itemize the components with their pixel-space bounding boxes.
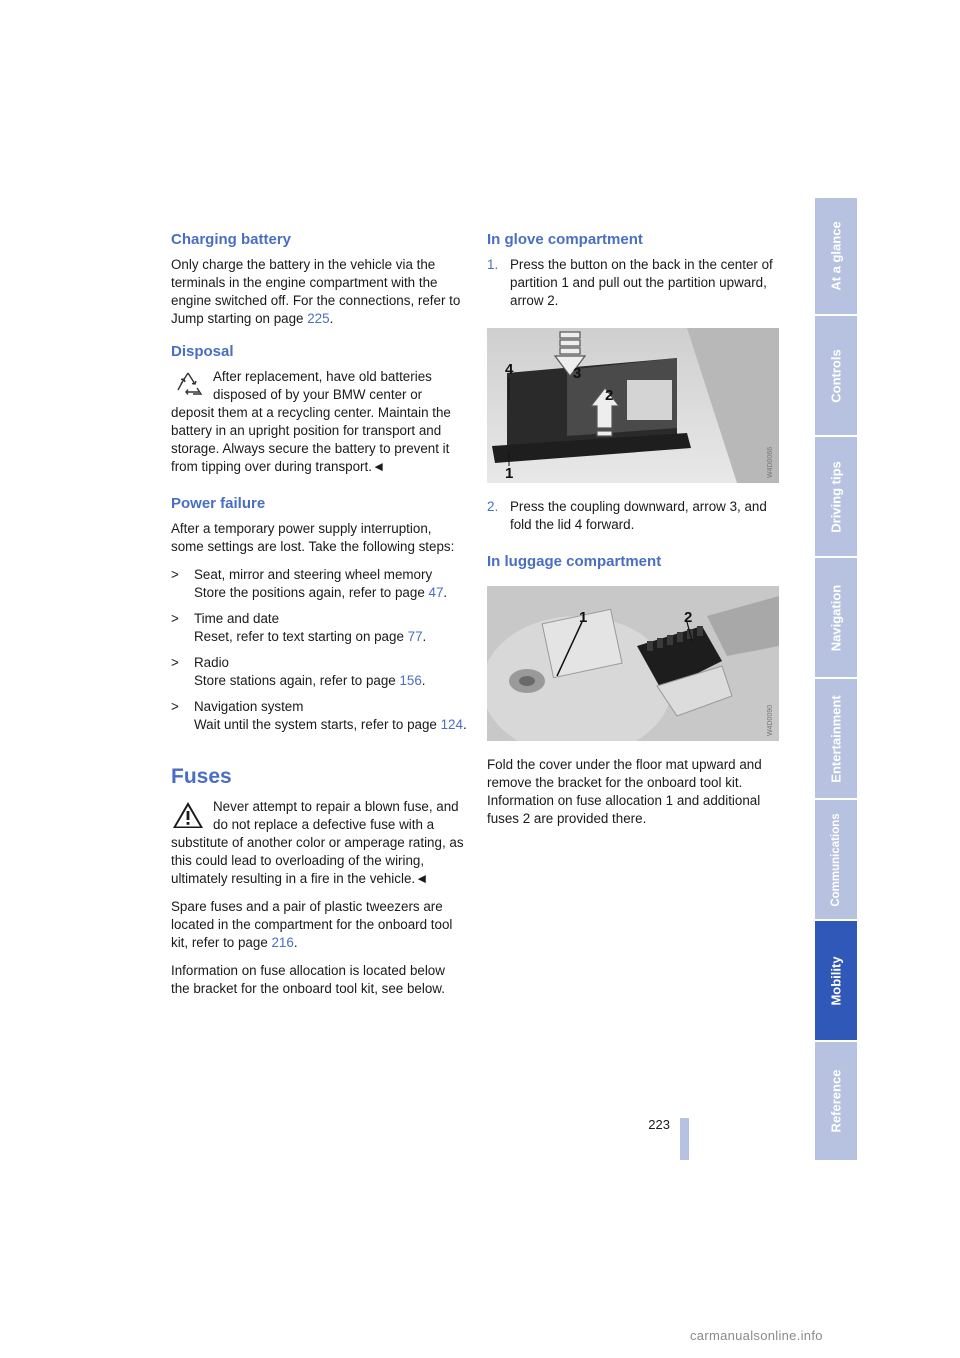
watermark: carmanualsonline.info: [690, 1328, 823, 1343]
glove-step-1: [487, 256, 783, 310]
photo-label-2: 2: [684, 609, 693, 626]
warning-triangle-icon: [171, 800, 205, 830]
page-link-216[interactable]: 216: [271, 935, 294, 950]
tab-at-a-glance[interactable]: At a glance: [815, 198, 857, 316]
luggage-compartment-photo: [487, 586, 779, 741]
fuses-warning-text: Never attempt to repair a blown fuse, and do not replace a defective fuse with a substitute of another color or amperage rating, as this could lead to overloading of the wiring, ultimately resulting in a fire in the vehicle.◄: [171, 799, 464, 886]
page-number-bar: [680, 1118, 689, 1160]
section-tabs: [815, 198, 857, 1160]
charging-battery-text: Only charge the battery in the vehicle via the terminals in the engine compartment with the engine switched off. For the connections, refer to Jump starting on page 225.: [171, 257, 461, 326]
page-link-47[interactable]: 47: [428, 585, 444, 600]
left-column: [171, 230, 467, 1008]
tab-communications[interactable]: Communications: [815, 800, 857, 921]
disposal-note: [171, 368, 467, 476]
charging-battery-heading: Charging battery: [171, 231, 292, 248]
page-link-124[interactable]: 124: [440, 717, 463, 732]
list-item: > Radio Store stations again, refer to page 156.: [171, 655, 426, 688]
fuses-heading: Fuses: [171, 765, 232, 788]
power-failure-steps: [171, 566, 467, 734]
photo-label-2: 2: [605, 387, 614, 404]
recycle-icon: [171, 370, 205, 400]
tab-driving-tips[interactable]: Driving tips: [815, 437, 857, 558]
page-number: 223: [648, 1117, 670, 1132]
page-link-156[interactable]: 156: [399, 673, 422, 688]
disposal-heading: Disposal: [171, 343, 234, 360]
list-item: 2. Press the coupling downward, arrow 3, and fold the lid 4 forward.: [487, 499, 767, 532]
disposal-text: After replacement, have old batteries disposed of by your BMW center or deposit them at a recycling center. Maintain the battery in an upright position for transport and storage. Always secure the battery to prevent it from tipping over during transport.◄: [171, 369, 451, 474]
tab-mobility[interactable]: Mobility: [815, 921, 857, 1042]
tab-navigation[interactable]: Navigation: [815, 558, 857, 679]
glove-step-2: [487, 498, 783, 534]
photo-label-3: 3: [573, 365, 582, 382]
right-column: [487, 230, 783, 838]
page-link-77[interactable]: 77: [407, 629, 423, 644]
luggage-compartment-heading: In luggage compartment: [487, 553, 662, 570]
tab-entertainment[interactable]: Entertainment: [815, 679, 857, 800]
list-item: > Navigation system Wait until the system starts, refer to page 124.: [171, 699, 467, 732]
photo-label-1: 1: [505, 465, 514, 482]
page-link-225[interactable]: 225: [307, 311, 330, 326]
photo-label-4: 4: [505, 361, 514, 378]
power-failure-heading: Power failure: [171, 495, 266, 512]
fuses-warning: [171, 798, 467, 888]
tab-controls[interactable]: Controls: [815, 316, 857, 437]
tab-reference[interactable]: Reference: [815, 1042, 857, 1162]
photo-code: W4D0090: [767, 704, 774, 736]
list-item: > Seat, mirror and steering wheel memory Store the positions again, refer to page 47.: [171, 567, 448, 600]
photo-code: W4D0066: [767, 446, 774, 478]
list-item: > Time and date Reset, refer to text starting on page 77.: [171, 611, 427, 644]
spare-fuses-text: Spare fuses and a pair of plastic tweezers are located in the compartment for the onboard tool kit, refer to page 216.: [171, 899, 453, 950]
photo-label-1: 1: [579, 609, 588, 626]
glove-compartment-photo: [487, 328, 779, 483]
luggage-text: Fold the cover under the floor mat upward and remove the bracket for the onboard tool kit. Information on fuse allocation 1 and additional fuses 2 are provided there.: [487, 757, 762, 826]
power-failure-intro: After a temporary power supply interruption, some settings are lost. Take the following steps:: [171, 521, 455, 554]
fuse-allocation-text: Information on fuse allocation is located below the bracket for the onboard tool kit, see below.: [171, 963, 445, 996]
glove-compartment-heading: In glove compartment: [487, 231, 643, 248]
list-item: 1. Press the button on the back in the center of partition 1 and pull out the partition upward, arrow 2.: [487, 257, 773, 308]
